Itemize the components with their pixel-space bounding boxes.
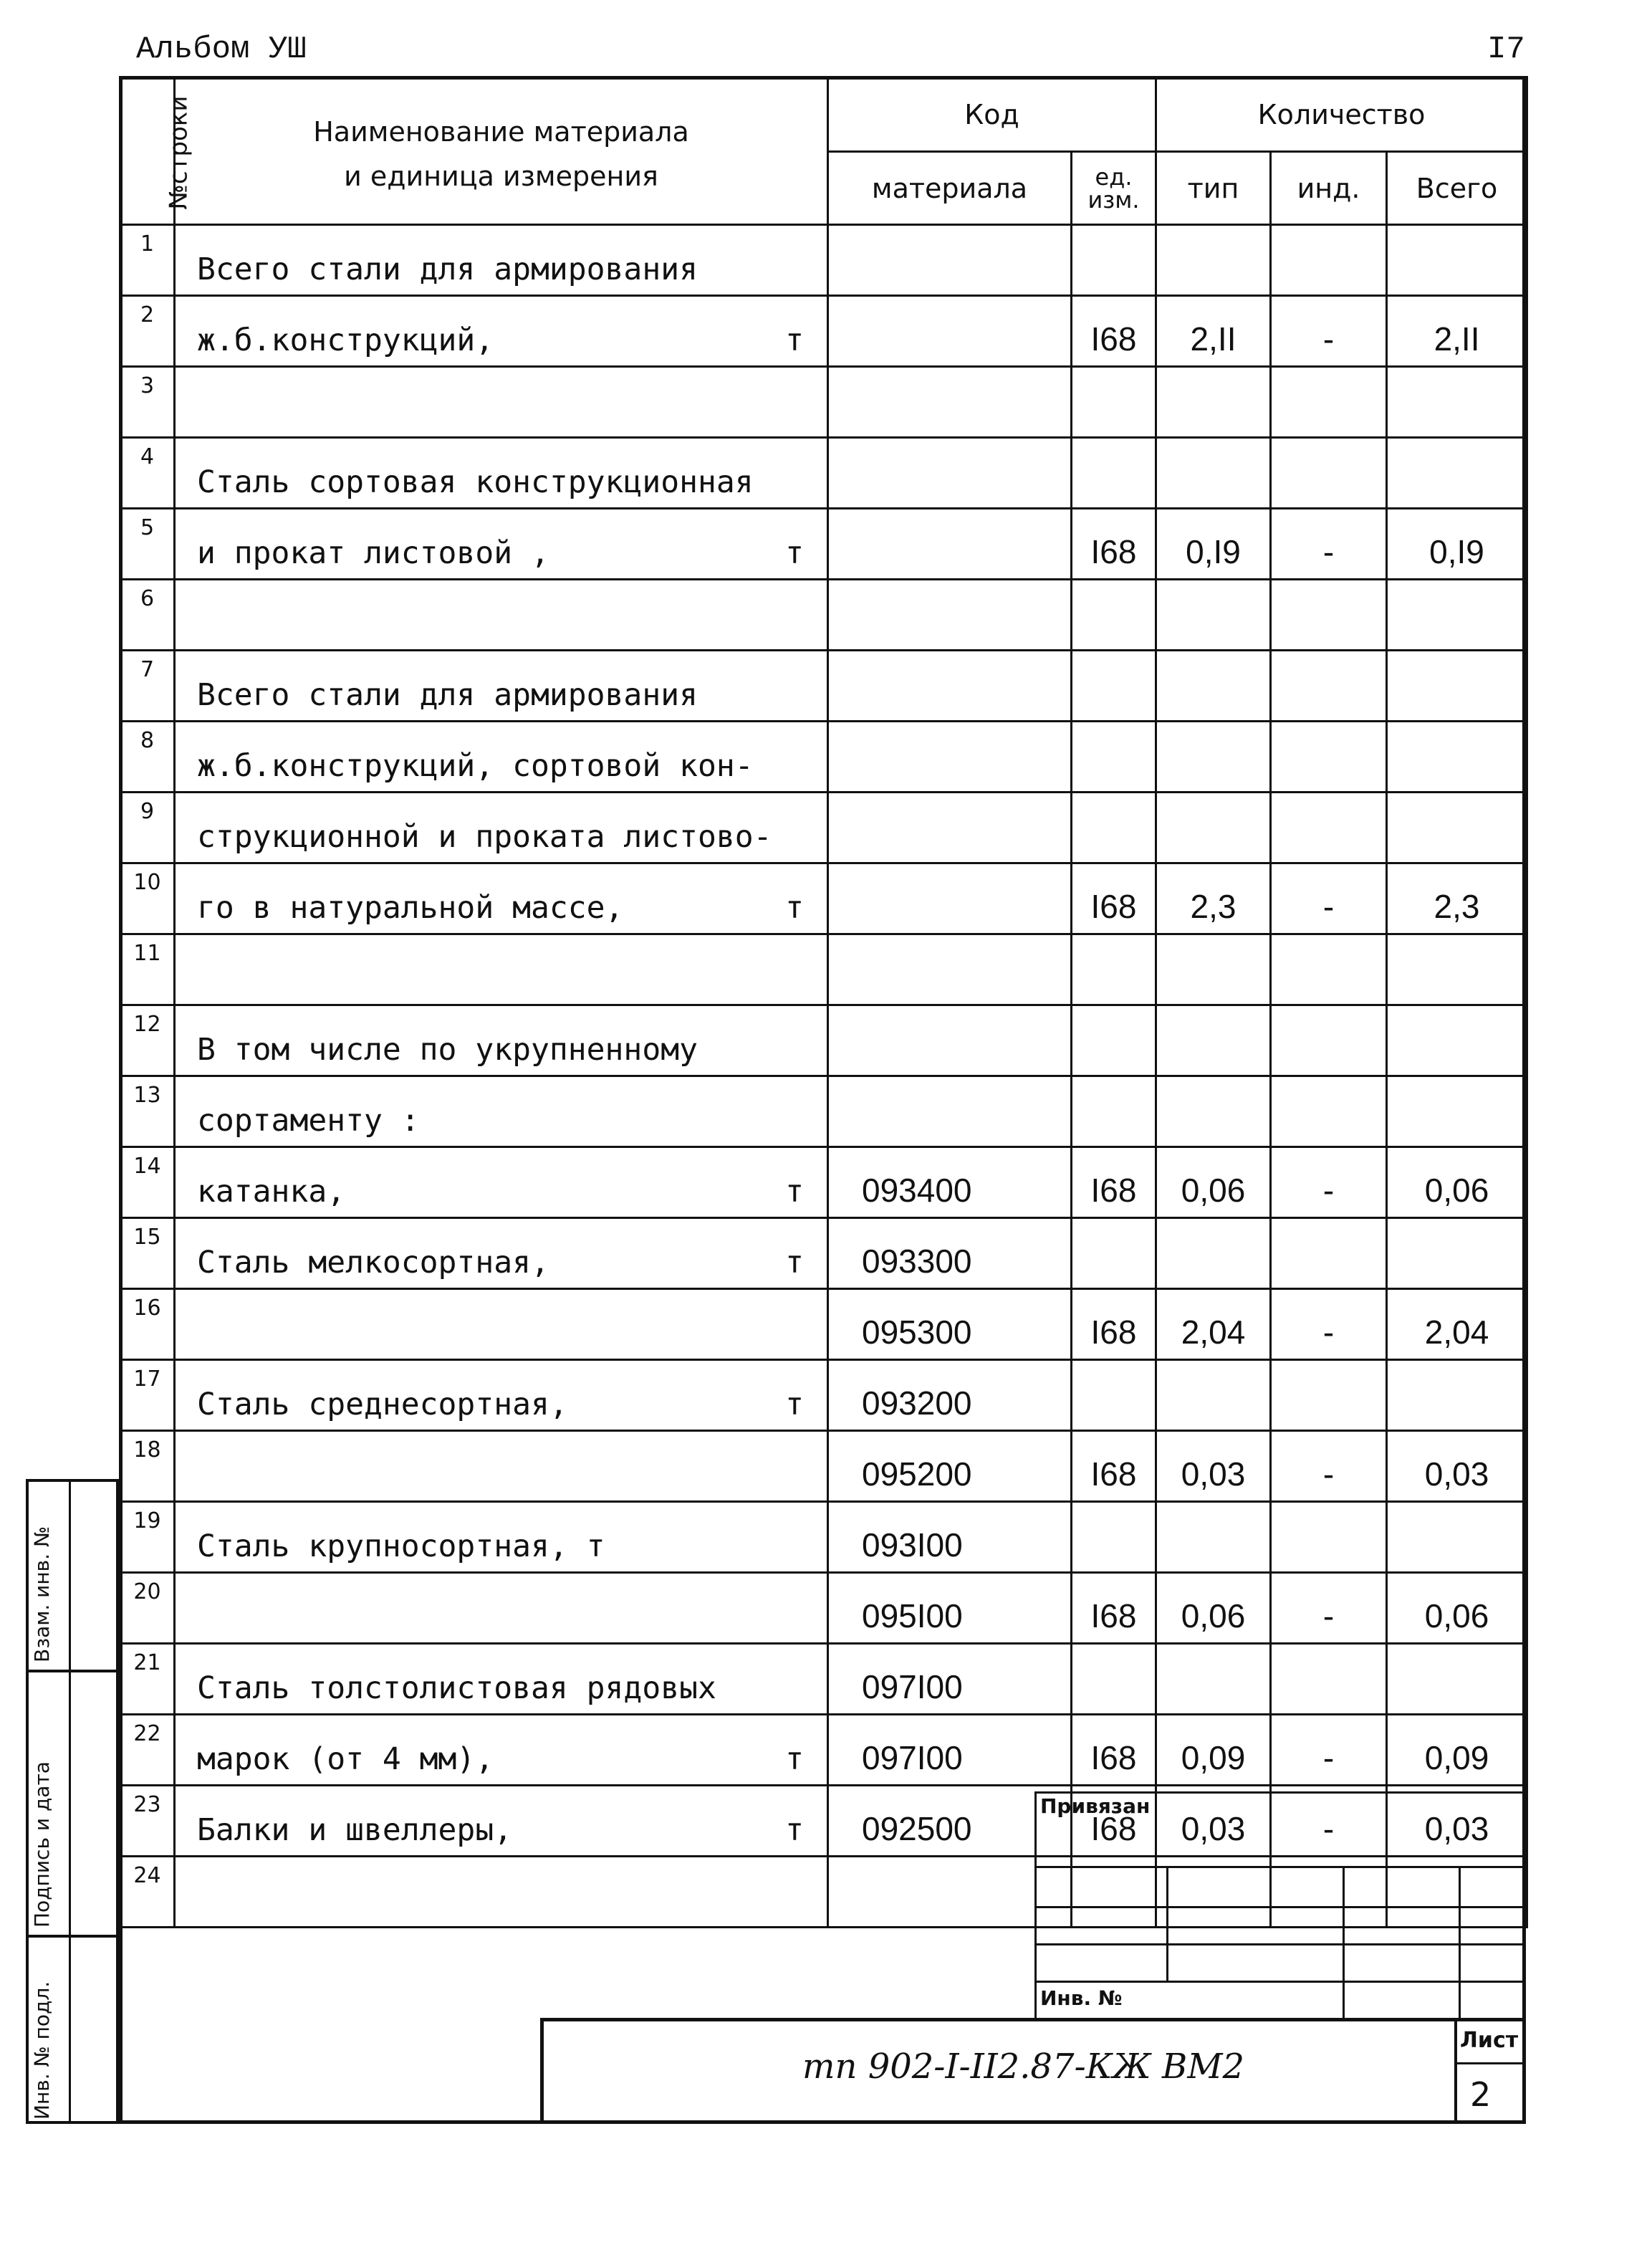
material-name: Сталь сортовая конструкционная: [197, 464, 754, 500]
material-code: [828, 651, 1072, 722]
quantity-ind: -: [1271, 509, 1387, 580]
materials-table: [119, 76, 1528, 1928]
material-name: Сталь среднесортная,: [197, 1387, 568, 1422]
quantity-ind: -: [1271, 1715, 1387, 1786]
material-name: сортаменту :: [197, 1103, 420, 1139]
quantity-total: [1387, 793, 1527, 863]
material-code: 097I00: [828, 1644, 1072, 1715]
table-row: [120, 1715, 1527, 1786]
material-name-cell: [175, 1076, 828, 1147]
header-name: [175, 77, 828, 225]
material-code: [828, 225, 1072, 296]
header-row-no: [120, 77, 193, 225]
material-name-cell: [175, 1857, 828, 1928]
material-unit: т: [785, 890, 804, 926]
row-number: 6: [120, 580, 175, 651]
quantity-type: 0,06: [1156, 1147, 1271, 1218]
table-row: [120, 934, 1527, 1005]
quantity-ind: [1271, 1502, 1387, 1573]
material-code: [828, 863, 1072, 934]
material-name: катанка,: [197, 1174, 346, 1210]
row-number: 21: [120, 1644, 175, 1715]
row-number: 12: [120, 1005, 175, 1076]
material-name-cell: [175, 509, 828, 580]
document-code: тп 902-I-II2.87-КЖ ВМ2: [802, 2047, 1245, 2087]
quantity-type: [1156, 1076, 1271, 1147]
quantity-total: [1387, 1502, 1527, 1573]
quantity-ind: [1271, 934, 1387, 1005]
quantity-type: [1156, 1005, 1271, 1076]
inv-podl-label: Инв. № подл.: [30, 1981, 54, 2120]
row-number: 18: [120, 1431, 175, 1502]
material-code: [828, 367, 1072, 438]
quantity-type: 2,II: [1156, 296, 1271, 367]
row-number: 14: [120, 1147, 175, 1218]
material-unit: т: [785, 1812, 804, 1848]
material-name-cell: [175, 1360, 828, 1431]
table-row: [120, 722, 1527, 793]
material-name-cell: [175, 1786, 828, 1857]
unit-code: [1072, 580, 1156, 651]
unit-code: I68: [1072, 1289, 1156, 1360]
material-name: Сталь мелкосортная,: [197, 1245, 549, 1281]
stamp-vrule: [1454, 2018, 1457, 2124]
row-number: 10: [120, 863, 175, 934]
quantity-ind: [1271, 225, 1387, 296]
inv-no-label: Инв. №: [1040, 1986, 1123, 2010]
tb-rule-1: [1034, 1866, 1526, 1868]
material-name: ж.б.конструкций, сортовой кон-: [197, 748, 754, 784]
material-code: 092500: [828, 1786, 1072, 1857]
quantity-ind: [1271, 438, 1387, 509]
quantity-ind: [1271, 1644, 1387, 1715]
header-quantity-group: Количество: [1156, 77, 1527, 152]
header-name-line2: и единица измерения: [344, 161, 658, 192]
material-name-cell: [175, 1431, 828, 1502]
table-row: [120, 509, 1527, 580]
material-code: [828, 934, 1072, 1005]
quantity-total: 2,II: [1387, 296, 1527, 367]
quantity-type: 2,04: [1156, 1289, 1271, 1360]
material-name: Сталь крупносортная, т: [197, 1528, 605, 1564]
material-code: 093I00: [828, 1502, 1072, 1573]
quantity-total: 0,03: [1387, 1431, 1527, 1502]
row-number: 15: [120, 1218, 175, 1289]
tb-vrule-3: [1459, 1866, 1461, 2021]
quantity-type: [1156, 580, 1271, 651]
quantity-ind: [1271, 722, 1387, 793]
tb-vrule-1: [1166, 1866, 1168, 1981]
quantity-type: [1156, 651, 1271, 722]
material-code: [828, 793, 1072, 863]
quantity-type: [1156, 1218, 1271, 1289]
quantity-total: 0,03: [1387, 1786, 1527, 1857]
quantity-ind: [1271, 651, 1387, 722]
row-number: 11: [120, 934, 175, 1005]
material-name: Всего стали для армирования: [197, 252, 698, 287]
unit-code: [1072, 1076, 1156, 1147]
material-name-cell: [175, 1644, 828, 1715]
material-code: [828, 438, 1072, 509]
unit-code: [1072, 1502, 1156, 1573]
quantity-total: [1387, 934, 1527, 1005]
quantity-type: [1156, 1644, 1271, 1715]
header-name-line1: Наименование материала: [313, 116, 689, 148]
material-code: [828, 509, 1072, 580]
page-number: I7: [1487, 32, 1525, 67]
material-name-cell: [175, 225, 828, 296]
quantity-total: [1387, 1644, 1527, 1715]
material-name: марок (от 4 мм),: [197, 1741, 494, 1777]
table-row: [120, 1644, 1527, 1715]
row-number: 3: [120, 367, 175, 438]
header-type: тип: [1156, 152, 1271, 225]
material-code: 093300: [828, 1218, 1072, 1289]
material-code: 095300: [828, 1289, 1072, 1360]
table-row: [120, 580, 1527, 651]
table-row: [120, 863, 1527, 934]
quantity-total: 2,3: [1387, 863, 1527, 934]
stamp-hrule: [1454, 2062, 1526, 2064]
unit-code: [1072, 1218, 1156, 1289]
tb-rule-4: [1034, 1981, 1526, 1983]
material-name-cell: [175, 1147, 828, 1218]
material-name-cell: [175, 1289, 828, 1360]
quantity-type: 0,03: [1156, 1786, 1271, 1857]
list-label: Лист: [1460, 2028, 1519, 2053]
table-row: [120, 1573, 1527, 1644]
row-number: 24: [120, 1857, 175, 1928]
header-unit: [1072, 152, 1156, 225]
material-code: 093400: [828, 1147, 1072, 1218]
material-name-cell: [175, 863, 828, 934]
material-code: [828, 580, 1072, 651]
row-number: 4: [120, 438, 175, 509]
unit-code: [1072, 1005, 1156, 1076]
material-unit: т: [785, 1741, 804, 1777]
quantity-ind: [1271, 580, 1387, 651]
header-ind: инд.: [1271, 152, 1387, 225]
side-strip-rule-1: [26, 1670, 119, 1672]
material-name: струкционной и проката листово-: [197, 819, 772, 855]
sheet-number: 2: [1470, 2075, 1492, 2114]
unit-code: I68: [1072, 1431, 1156, 1502]
material-name-cell: [175, 1218, 828, 1289]
table-row: [120, 367, 1527, 438]
quantity-type: [1156, 1502, 1271, 1573]
material-name-cell: [175, 651, 828, 722]
material-code: 097I00: [828, 1715, 1072, 1786]
unit-code: I68: [1072, 296, 1156, 367]
quantity-total: [1387, 225, 1527, 296]
quantity-ind: [1271, 1360, 1387, 1431]
quantity-ind: -: [1271, 296, 1387, 367]
quantity-total: 2,04: [1387, 1289, 1527, 1360]
quantity-ind: -: [1271, 1786, 1387, 1857]
material-name-cell: [175, 1573, 828, 1644]
material-code: [828, 296, 1072, 367]
quantity-type: [1156, 934, 1271, 1005]
material-name: Сталь толстолистовая рядовых: [197, 1670, 716, 1706]
material-name-cell: [175, 580, 828, 651]
material-code: 095200: [828, 1431, 1072, 1502]
material-name: и прокат листовой ,: [197, 535, 549, 571]
unit-code: [1072, 722, 1156, 793]
row-number: 22: [120, 1715, 175, 1786]
material-name-cell: [175, 1005, 828, 1076]
table-row: [120, 1431, 1527, 1502]
quantity-type: [1156, 438, 1271, 509]
quantity-ind: [1271, 1218, 1387, 1289]
header-unit-line2: изм.: [1087, 186, 1140, 214]
quantity-total: [1387, 1360, 1527, 1431]
quantity-total: [1387, 438, 1527, 509]
quantity-total: [1387, 1005, 1527, 1076]
unit-code: [1072, 1644, 1156, 1715]
material-code: [828, 722, 1072, 793]
privyazan-label: Привязан: [1040, 1794, 1151, 1818]
quantity-total: 0,09: [1387, 1715, 1527, 1786]
table-row: [120, 1289, 1527, 1360]
tb-rule-2: [1034, 1906, 1526, 1908]
quantity-ind: -: [1271, 1147, 1387, 1218]
row-number: 23: [120, 1786, 175, 1857]
table-row: [120, 651, 1527, 722]
table-row: [120, 296, 1527, 367]
material-name-cell: [175, 1502, 828, 1573]
vzam-inv-label: Взам. инв. №: [30, 1526, 54, 1662]
quantity-total: [1387, 580, 1527, 651]
quantity-total: [1387, 722, 1527, 793]
header-row-no-label: №строки: [164, 95, 193, 209]
row-number: 7: [120, 651, 175, 722]
material-name-cell: [175, 1715, 828, 1786]
table-row: [120, 1076, 1527, 1147]
quantity-ind: [1271, 793, 1387, 863]
unit-code: [1072, 225, 1156, 296]
material-name-cell: [175, 934, 828, 1005]
quantity-ind: [1271, 1076, 1387, 1147]
quantity-type: [1156, 367, 1271, 438]
material-code: [828, 1076, 1072, 1147]
side-strip-divider: [69, 1479, 71, 2124]
row-number: 1: [120, 225, 175, 296]
quantity-type: [1156, 225, 1271, 296]
quantity-ind: -: [1271, 1431, 1387, 1502]
row-number: 19: [120, 1502, 175, 1573]
row-number: 13: [120, 1076, 175, 1147]
table-row: [120, 1502, 1527, 1573]
material-code: 093200: [828, 1360, 1072, 1431]
quantity-ind: -: [1271, 1573, 1387, 1644]
table-row: [120, 1360, 1527, 1431]
unit-code: [1072, 934, 1156, 1005]
material-name: го в натуральной массе,: [197, 890, 624, 926]
quantity-total: 0,06: [1387, 1573, 1527, 1644]
material-unit: т: [785, 1245, 804, 1281]
unit-code: [1072, 1360, 1156, 1431]
unit-code: I68: [1072, 1715, 1156, 1786]
side-strip-rule-2: [26, 1935, 119, 1938]
quantity-type: 2,3: [1156, 863, 1271, 934]
quantity-ind: -: [1271, 863, 1387, 934]
unit-code: I68: [1072, 1147, 1156, 1218]
quantity-ind: [1271, 367, 1387, 438]
header-material: материала: [828, 152, 1072, 225]
unit-code: [1072, 793, 1156, 863]
unit-code: I68: [1072, 509, 1156, 580]
album-label: Альбом УШ: [136, 32, 307, 67]
table-row: [120, 225, 1527, 296]
unit-code: I68: [1072, 1786, 1156, 1857]
quantity-total: 0,I9: [1387, 509, 1527, 580]
unit-code: I68: [1072, 863, 1156, 934]
unit-code: [1072, 367, 1156, 438]
material-name-cell: [175, 296, 828, 367]
podpis-data-label: Подпись и дата: [30, 1761, 54, 1928]
row-number: 17: [120, 1360, 175, 1431]
material-code: [828, 1005, 1072, 1076]
row-number: 5: [120, 509, 175, 580]
quantity-ind: [1271, 1005, 1387, 1076]
material-name: В том числе по укрупненному: [197, 1032, 698, 1068]
row-number: 2: [120, 296, 175, 367]
unit-code: [1072, 438, 1156, 509]
material-unit: т: [785, 1174, 804, 1210]
header-code-group: Код: [828, 77, 1156, 152]
material-name: ж.б.конструкций,: [197, 322, 494, 358]
table-row: [120, 1147, 1527, 1218]
quantity-total: [1387, 651, 1527, 722]
header-unit-line1: ед.: [1095, 163, 1133, 191]
row-number: 20: [120, 1573, 175, 1644]
unit-code: [1072, 651, 1156, 722]
row-number: 8: [120, 722, 175, 793]
unit-code: I68: [1072, 1573, 1156, 1644]
quantity-total: [1387, 1218, 1527, 1289]
quantity-type: 0,09: [1156, 1715, 1271, 1786]
tb-vrule-2: [1343, 1866, 1345, 2021]
table-row: [120, 1218, 1527, 1289]
material-name: Всего стали для армирования: [197, 677, 698, 713]
quantity-total: 0,06: [1387, 1147, 1527, 1218]
quantity-total: [1387, 367, 1527, 438]
table-row: [120, 438, 1527, 509]
quantity-total: [1387, 1076, 1527, 1147]
row-number: 9: [120, 793, 175, 863]
quantity-type: [1156, 793, 1271, 863]
quantity-type: 0,I9: [1156, 509, 1271, 580]
row-number: 16: [120, 1289, 175, 1360]
material-unit: т: [785, 322, 804, 358]
quantity-type: 0,03: [1156, 1431, 1271, 1502]
table-row: [120, 1005, 1527, 1076]
material-code: 095I00: [828, 1573, 1072, 1644]
quantity-type: [1156, 1360, 1271, 1431]
material-name: Балки и швеллеры,: [197, 1812, 513, 1848]
material-name-cell: [175, 793, 828, 863]
table-row: [120, 793, 1527, 863]
quantity-type: [1156, 722, 1271, 793]
material-name-cell: [175, 367, 828, 438]
material-unit: т: [785, 535, 804, 571]
material-name-cell: [175, 722, 828, 793]
header-total: Всего: [1387, 152, 1527, 225]
quantity-type: 0,06: [1156, 1573, 1271, 1644]
quantity-ind: -: [1271, 1289, 1387, 1360]
material-unit: т: [785, 1387, 804, 1422]
tb-rule-3: [1034, 1943, 1526, 1945]
material-name-cell: [175, 438, 828, 509]
